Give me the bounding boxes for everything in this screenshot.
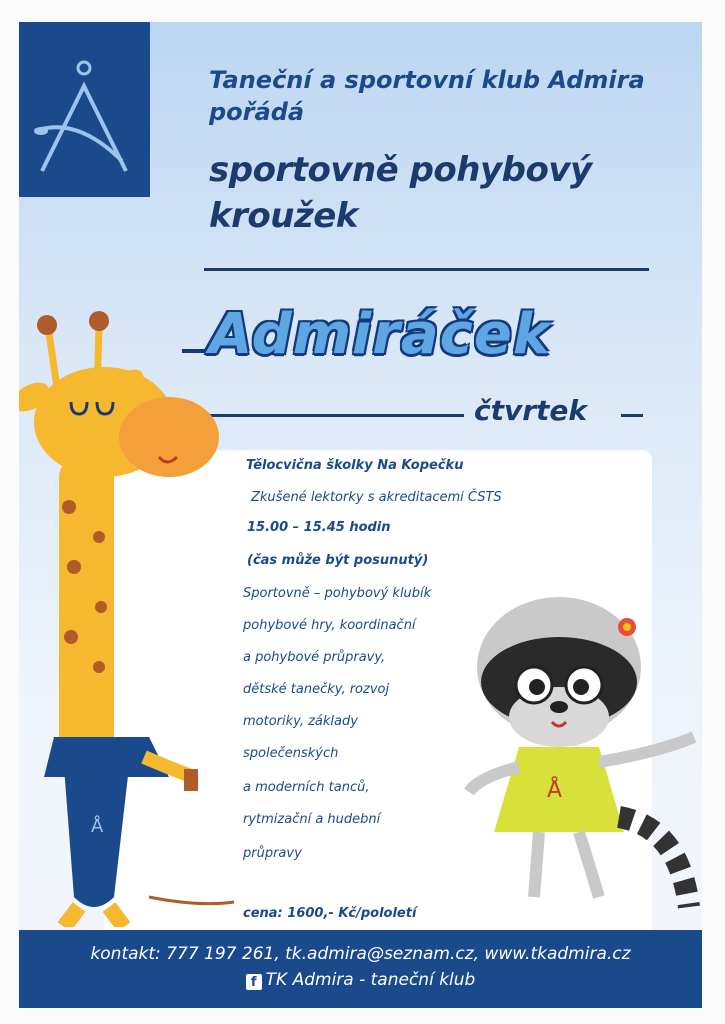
description-line: a moderních tanců, bbox=[243, 780, 370, 795]
day-label: čtvrtek bbox=[474, 394, 588, 427]
description-line: rytmizační a hudební bbox=[243, 812, 381, 827]
poster bbox=[19, 22, 702, 1008]
facebook-label: TK Admira - taneční klub bbox=[265, 970, 476, 990]
logo-a-icon bbox=[27, 36, 137, 186]
activity-title-line1: sportovně pohybový bbox=[209, 150, 592, 190]
footer bbox=[19, 930, 702, 1008]
brand-name: Admiráček bbox=[209, 302, 552, 367]
organizer-heading bbox=[209, 64, 679, 128]
raccoon-illustration bbox=[449, 577, 702, 927]
price: cena: 1600,- Kč/pololetí bbox=[243, 906, 417, 921]
time: 15.00 – 15.45 hodin bbox=[247, 520, 391, 535]
description-line: motoriky, základy bbox=[243, 714, 358, 729]
organizer-name: Taneční a sportovní klub Admira bbox=[209, 66, 645, 94]
description-line: a pohybové průpravy, bbox=[243, 650, 386, 665]
contact-line: kontakt: 777 197 261, tk.admira@seznam.cz, www.tkadmira.cz bbox=[90, 944, 631, 964]
lecturers: Zkušené lektorky s akreditacemi ČSTS bbox=[251, 490, 502, 505]
divider bbox=[204, 268, 649, 271]
facebook-line bbox=[19, 970, 702, 990]
description-line: společenských bbox=[243, 746, 339, 761]
time-note: (čas může být posunutý) bbox=[247, 553, 429, 568]
description-line: dětské tanečky, rozvoj bbox=[243, 682, 390, 697]
giraffe-illustration bbox=[19, 307, 254, 927]
organizer-verb: pořádá bbox=[209, 98, 305, 126]
svg-text:Å: Å bbox=[547, 778, 563, 803]
description-line: pohybové hry, koordinační bbox=[243, 618, 416, 633]
divider bbox=[621, 414, 643, 417]
activity-title bbox=[209, 147, 679, 239]
facebook-icon: f bbox=[246, 974, 262, 990]
activity-title-line2: kroužek bbox=[209, 196, 358, 236]
svg-text:Å: Å bbox=[91, 816, 104, 837]
description-line: Sportovně – pohybový klubík bbox=[243, 586, 432, 601]
club-logo bbox=[19, 22, 150, 197]
description-line: průpravy bbox=[243, 846, 302, 861]
venue: Tělocvična školky Na Kopečku bbox=[246, 458, 464, 473]
